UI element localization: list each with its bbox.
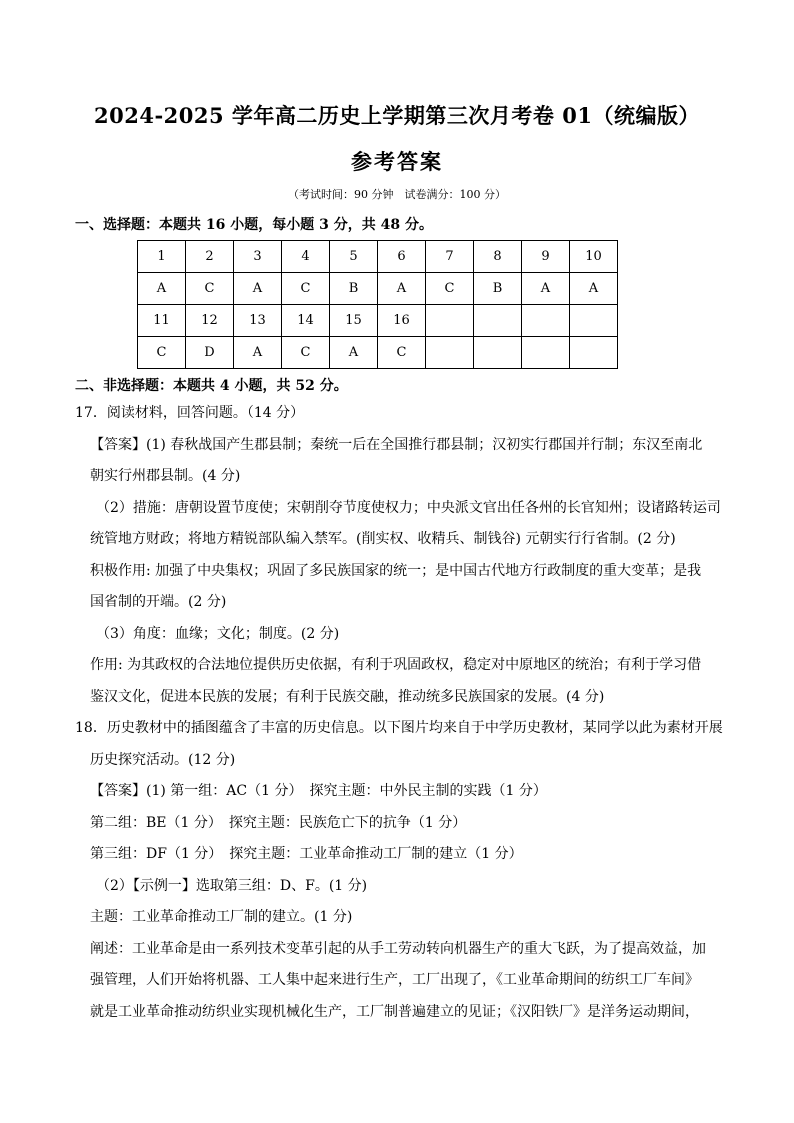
- answer-line: 主题：工业革命推动工厂制的建立。(1 分): [90, 909, 353, 925]
- answer-table-cell: A: [330, 337, 378, 369]
- answer-table-cell: A: [378, 273, 426, 305]
- answer-table-row: [138, 241, 618, 273]
- answer-table-cell: 16: [378, 305, 426, 337]
- answer-table-row: [138, 337, 618, 369]
- answer-line: 作用: 为其政权的合法地位提供历史依据，有利于巩固政权，稳定对中原地区的统治；有利于学习借: [90, 657, 702, 673]
- question-18-stem-cont: 历史探究活动。(12 分): [90, 752, 236, 768]
- answer-table-cell: 2: [186, 241, 234, 273]
- page-subtitle: 参考答案: [351, 149, 443, 174]
- answer-table-cell: C: [138, 337, 186, 369]
- answer-line: 积极作用: 加强了中央集权；巩固了多民族国家的统一；是中国古代地方行政制度的重大变革；是我: [90, 563, 702, 579]
- answer-table-cell: B: [474, 273, 522, 305]
- answer-line: （2）【示例一】选取第三组：D、F。(1 分): [96, 878, 368, 894]
- answer-table-cell: 6: [378, 241, 426, 273]
- answer-line: （2）措施：唐朝设置节度使；宋朝削夺节度使权力；中央派文官出任各州的长官知州；设诸路转运司: [96, 500, 721, 516]
- answer-table-cell: 10: [570, 241, 618, 273]
- question-17-stem: 17．阅读材料，回答问题。（14 分）: [75, 405, 305, 421]
- answer-line: 第三组：DF（1 分） 探究主题：工业革命推动工厂制的建立（1 分）: [90, 846, 523, 862]
- answer-table-cell: [426, 337, 474, 369]
- answer-line: 统管地方财政；将地方精锐部队编入禁军。(削实权、收精兵、制钱谷) 元朝实行行省制。(2 分): [90, 531, 676, 547]
- answer-table-cell: 13: [234, 305, 282, 337]
- answer-table-cell: [522, 337, 570, 369]
- answer-table-cell: B: [330, 273, 378, 305]
- answer-table-cell: 9: [522, 241, 570, 273]
- answer-line: （3）角度：血缘；文化；制度。(2 分): [96, 626, 340, 642]
- answer-table-cell: C: [378, 337, 426, 369]
- answer-table-cell: C: [186, 273, 234, 305]
- answer-table-cell: 5: [330, 241, 378, 273]
- answer-table-cell: 7: [426, 241, 474, 273]
- answer-table-row: [138, 273, 618, 305]
- answer-table-cell: [570, 305, 618, 337]
- answer-table-cell: [522, 305, 570, 337]
- answer-table-cell: A: [234, 337, 282, 369]
- section1-heading: 一、选择题：本题共 16 小题，每小题 3 分，共 48 分。: [75, 217, 433, 233]
- answer-table-cell: D: [186, 337, 234, 369]
- answer-line: 国省制的开端。(2 分): [90, 594, 227, 610]
- answer-table-cell: A: [570, 273, 618, 305]
- question-18-stem: 18．历史教材中的插图蕴含了丰富的历史信息。以下图片均来自于中学历史教材，某同学以此为素材开展: [75, 720, 723, 736]
- answer-table-cell: [570, 337, 618, 369]
- exam-info: （考试时间：90 分钟 试卷满分：100 分）: [288, 188, 506, 201]
- answer-table-cell: 3: [234, 241, 282, 273]
- answer-line: 鉴汉文化，促进本民族的发展；有利于民族交融，推动统多民族国家的发展。(4 分): [90, 689, 605, 705]
- answer-line: 第二组：BE（1 分） 探究主题：民族危亡下的抗争（1 分）: [90, 815, 467, 831]
- answer-table-cell: A: [522, 273, 570, 305]
- answer-table-cell: 11: [138, 305, 186, 337]
- answer-table-cell: [426, 305, 474, 337]
- answer-line: 朝实行州郡县制。(4 分): [90, 468, 241, 484]
- answer-table-cell: A: [234, 273, 282, 305]
- answer-table-cell: 15: [330, 305, 378, 337]
- answer-line: 阐述：工业革命是由一系列技术变革引起的从手工劳动转向机器生产的重大飞跃，为了提高效益，加: [90, 941, 706, 957]
- answer-line: 【答案】(1) 第一组：AC（1 分） 探究主题：中外民主制的实践（1 分）: [90, 783, 547, 799]
- answer-table-cell: C: [282, 273, 330, 305]
- answer-table-cell: [474, 337, 522, 369]
- page-title: 2024-2025 学年高二历史上学期第三次月考卷 01（统编版）: [94, 103, 700, 128]
- answer-table-cell: C: [282, 337, 330, 369]
- answer-line: 就是工业革命推动纺织业实现机械化生产，工厂制普遍建立的见证；《汉阳铁厂》是洋务运动期间，: [90, 1004, 699, 1020]
- answer-table: [137, 240, 618, 369]
- answer-table-cell: C: [426, 273, 474, 305]
- answer-table-cell: 4: [282, 241, 330, 273]
- answer-table-cell: 14: [282, 305, 330, 337]
- answer-table-cell: [474, 305, 522, 337]
- answer-table-row: [138, 305, 618, 337]
- answer-table-cell: 1: [138, 241, 186, 273]
- answer-line: 强管理，人们开始将机器、工人集中起来进行生产，工厂出现了，《工业革命期间的纺织工厂车间》: [90, 972, 699, 988]
- answer-table-cell: 8: [474, 241, 522, 273]
- section2-heading: 二、非选择题：本题共 4 小题，共 52 分。: [75, 378, 348, 394]
- answer-table-cell: A: [138, 273, 186, 305]
- answer-table-cell: 12: [186, 305, 234, 337]
- answer-line: 【答案】(1) 春秋战国产生郡县制；秦统一后在全国推行郡县制；汉初实行郡国并行制；东汉至南北: [90, 437, 703, 453]
